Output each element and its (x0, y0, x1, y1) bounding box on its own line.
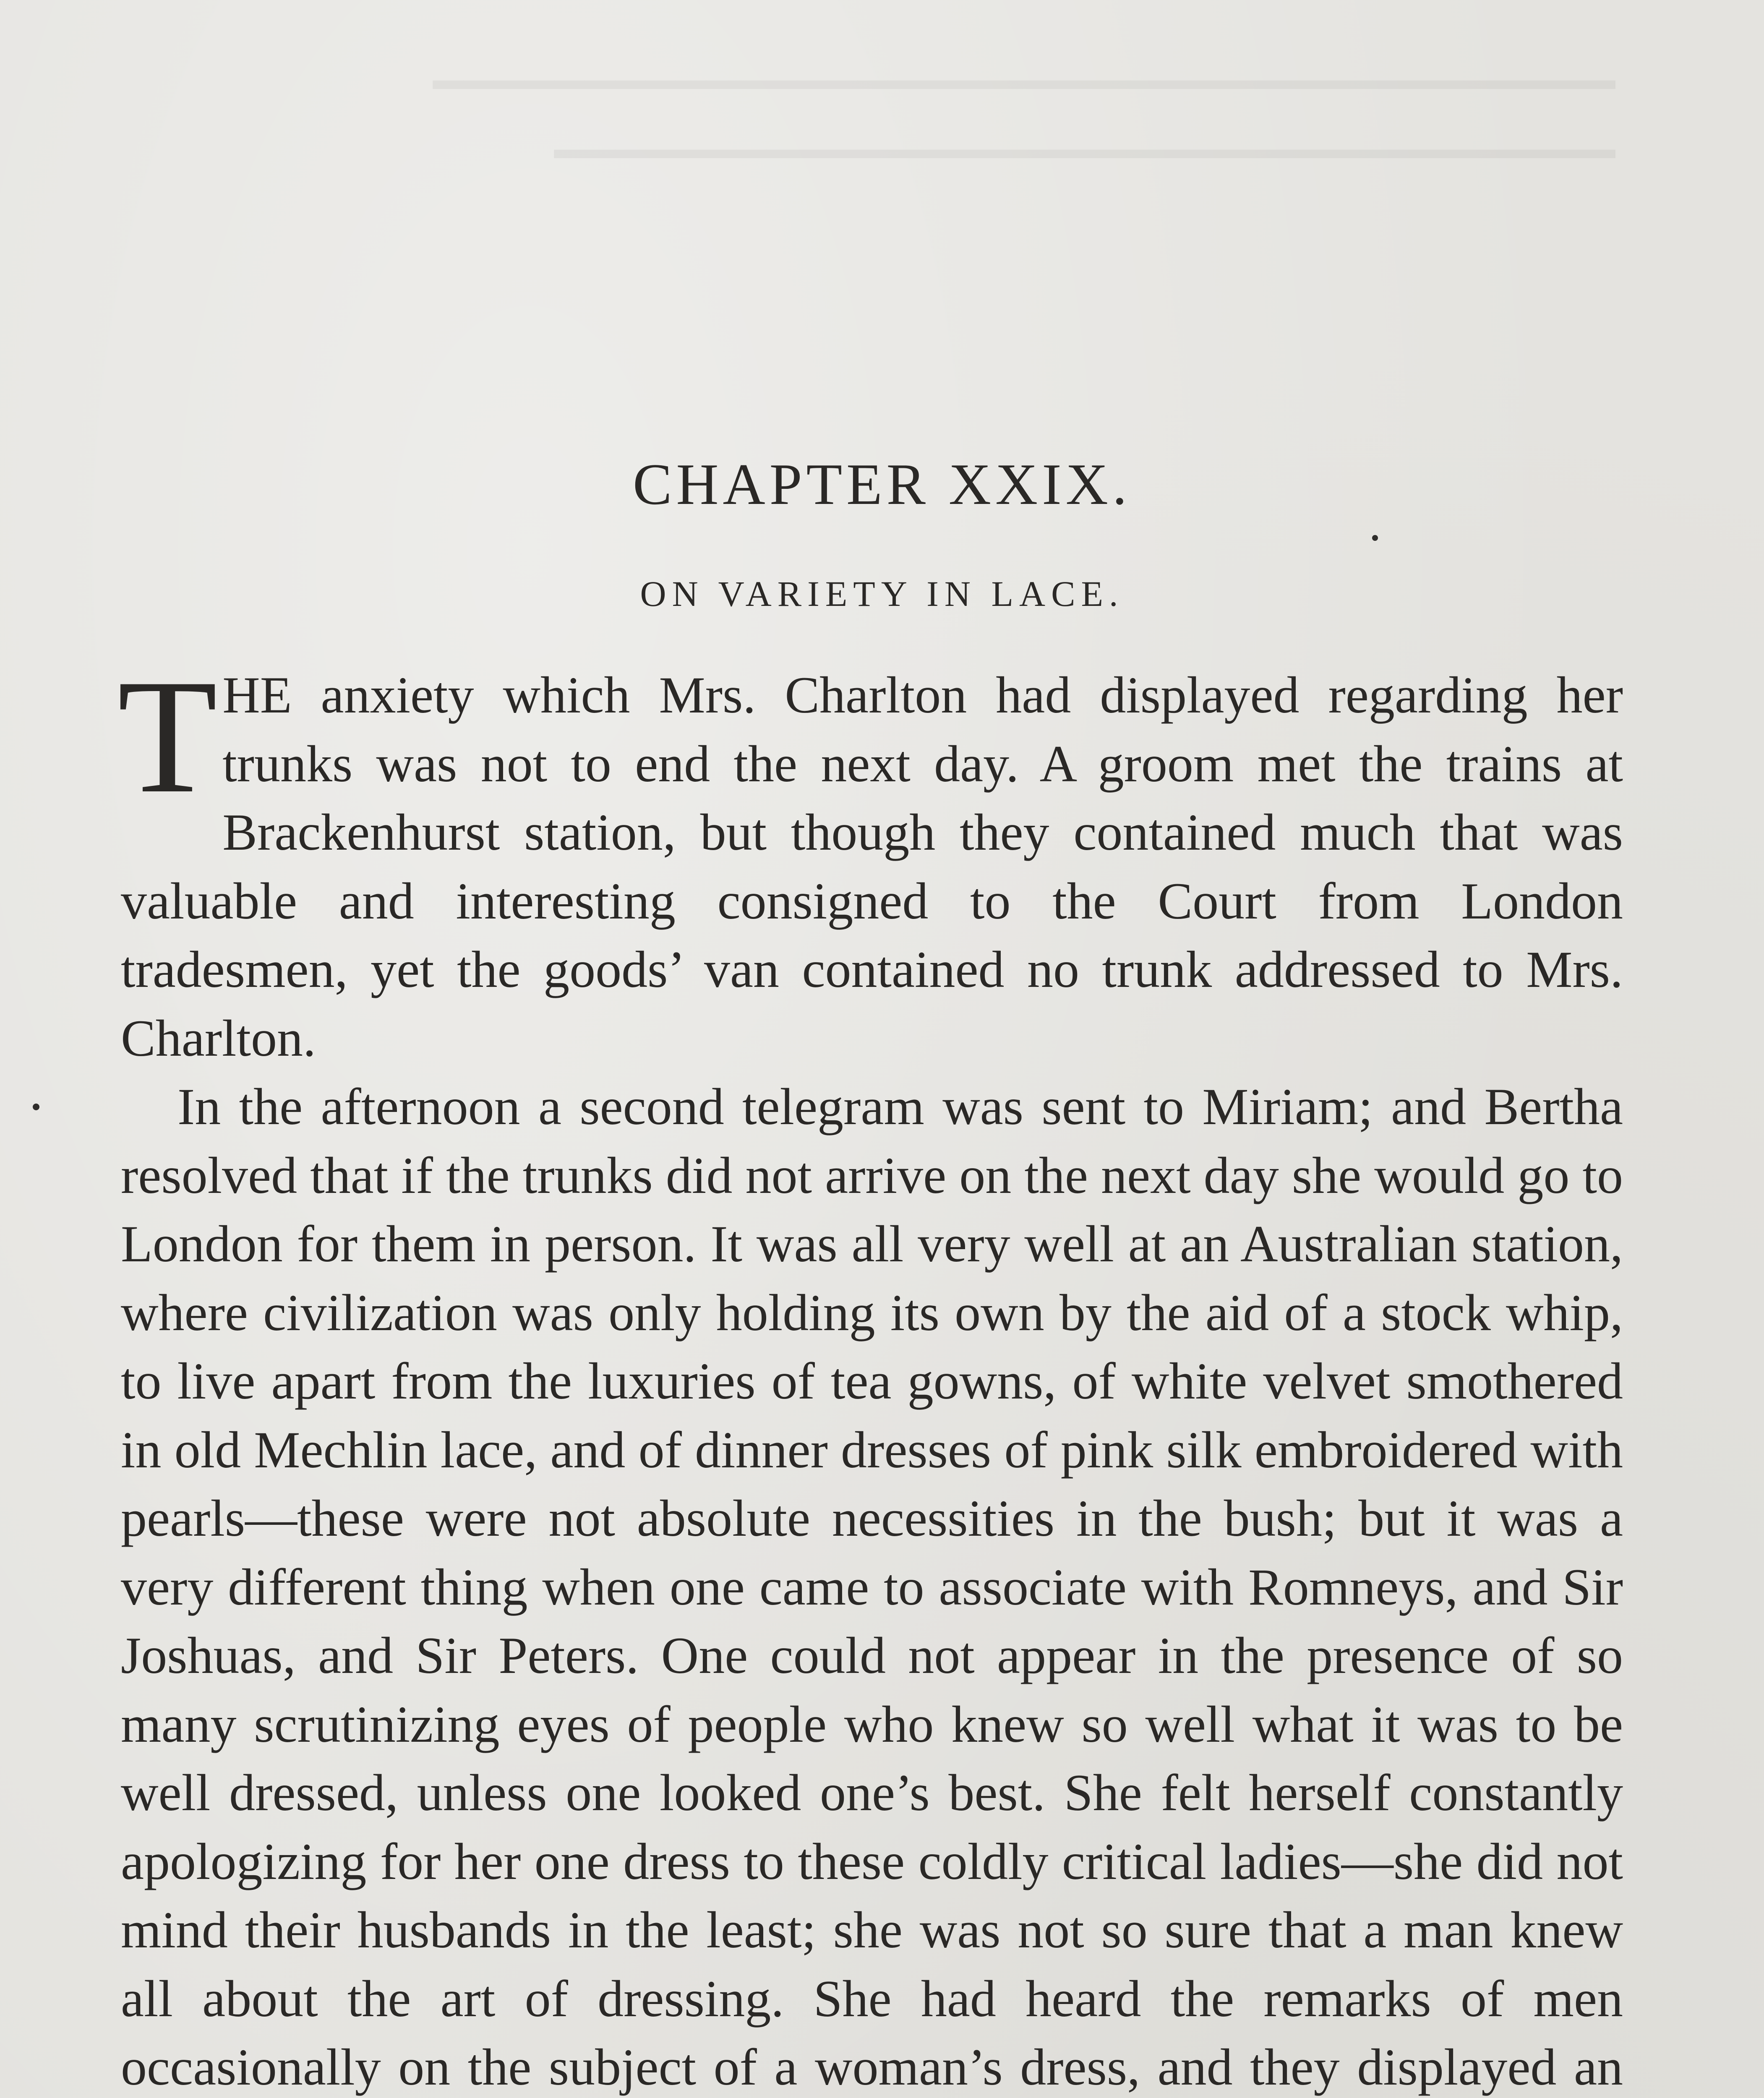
paragraph-1-text: HE anxiety which Mrs. Charlton had displayed regarding her trunks was not to end the next day. A groom met the trains at Brackenhurst station, but though they contained much that was valuable and interesting consigned to the Court from London tradesmen, yet the goods’ van contained no trunk addressed to Mrs. Charlton. (121, 666, 1623, 1067)
chapter-subtitle: ON VARIETY IN LACE. (640, 574, 1124, 614)
ink-speck (1372, 535, 1378, 541)
show-through-texture: ━━━━━━━━━━━━━━━━━━━━━━━━━━━━━━━━━━━━━━━ ━━━━━━━━━━━━━━━━━━━━━━━━━━━━━━━━━━━ (433, 57, 1615, 182)
drop-cap: T (117, 646, 218, 827)
body-text (117, 646, 1623, 2098)
chapter-title: CHAPTER XXIX. (633, 452, 1131, 517)
paragraph-1 (117, 646, 1623, 1072)
ink-speck (33, 1104, 39, 1110)
paragraph-2: In the afternoon a second telegram was sent to Miriam; and Bertha resolved that if the trunks did not arrive on the next day she would go to London for them in person. It was all very well at an Australian station, where civilization was only holding its own by the aid of a stock whip, to live apart from the luxuries of tea gowns, of white velvet smothered in old Mechlin lace, and of dinner dresses of pink silk embroidered with pearls—these were not absolute necessities in the bush; but it was a very different thing when one came to associate with Romneys, and Sir Joshuas, and Sir Peters. One could not appear in the presence of so many scrutinizing eyes of people who knew so well what it was to be well dressed, unless one looked one’s best. She felt herself constantly apologizing for her one dress to these coldly critical ladies—she did not mind their husbands in the least; she was not so sure that a man knew all about the art of dressing. She had heard the remarks of men occasionally on the subject of a woman’s dress, and they displayed an (121, 1078, 1623, 2096)
